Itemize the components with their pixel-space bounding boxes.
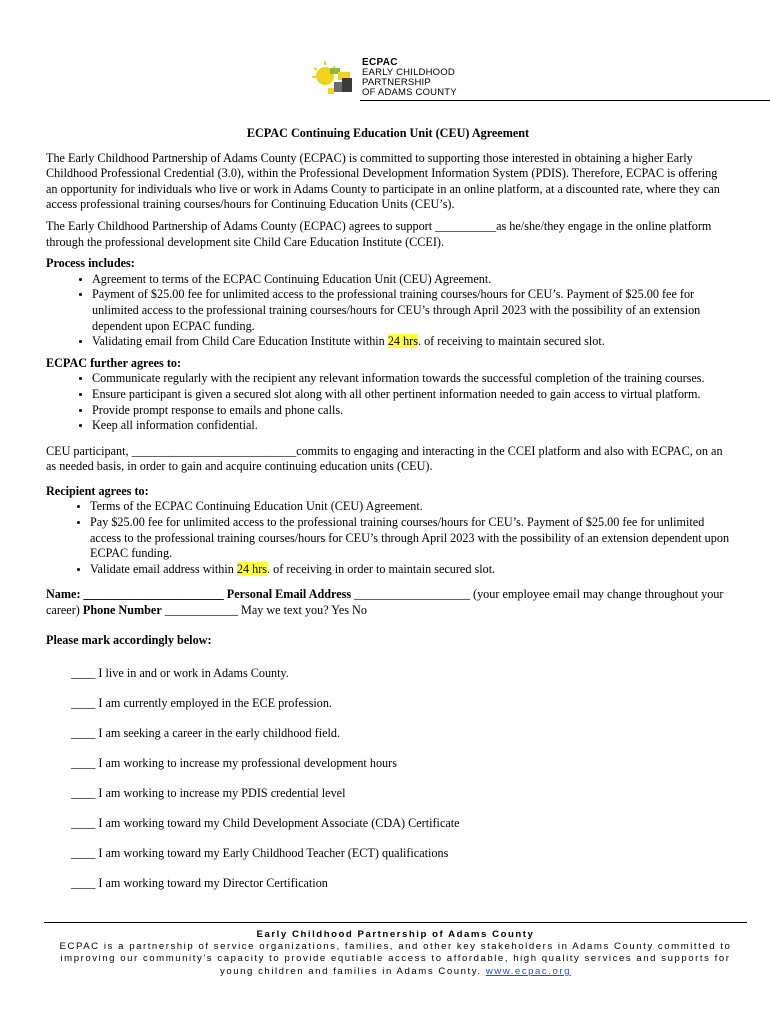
ecpac-logo-icon: [312, 58, 358, 98]
email-field-label[interactable]: Personal Email Address: [226, 587, 352, 602]
footer-website-link[interactable]: www.ecpac.org: [485, 965, 572, 977]
logo-line-4: OF ADAMS COUNTY: [362, 87, 457, 98]
checklist-item[interactable]: ____ I am seeking a career in the early childhood field.: [71, 726, 341, 741]
process-item: [92, 334, 730, 350]
logo-line-3: PARTNERSHIP: [362, 77, 431, 88]
document-title: ECPAC Continuing Education Unit (CEU) Agreement: [246, 126, 530, 140]
contact-form-line: [46, 587, 730, 618]
checklist-item[interactable]: ____ I am working toward my Early Childhood Teacher (ECT) qualifications: [71, 846, 449, 861]
header-divider: [360, 100, 770, 101]
ecpac-agrees-item: • Ensure participant is given a secured slot along with all other pertinent information needed to gain access to virtual platform.: [92, 387, 730, 403]
highlighted-deadline: 24 hrs: [236, 561, 268, 576]
phone-field-label[interactable]: Phone Number: [82, 603, 162, 618]
footer-org-name: Early Childhood Partnership of Adams County: [256, 929, 535, 940]
footer-divider: [44, 922, 747, 923]
checklist-item[interactable]: ____ I am working toward my Director Certification: [71, 876, 328, 891]
checklist-heading: Please mark accordingly below:: [46, 632, 212, 647]
checklist-item[interactable]: ____ I am working toward my Child Development Associate (CDA) Certificate: [71, 816, 460, 831]
footer-description: ECPAC is a partnership of service organizations, families, and other key stakeholders in Adams County committed to improving our community’s capacity to provide equtiable access to affordable, high quality services and supports for young children and families in Adams County.: [59, 941, 732, 977]
footer: [44, 929, 747, 978]
ecpac-agrees-item: • Provide prompt response to emails and phone calls.: [92, 403, 730, 419]
recipient-item-text: . of receiving in order to maintain secured slot.: [267, 561, 496, 576]
phone-field-blank[interactable]: ____________ May we text you? Yes No: [161, 603, 367, 618]
recipient-item: [90, 562, 730, 578]
process-item: • Agreement to terms of the ECPAC Continuing Education Unit (CEU) Agreement.: [92, 272, 730, 288]
process-heading: Process includes:: [46, 256, 135, 271]
checklist-item[interactable]: ____ I am working to increase my professional development hours: [71, 756, 397, 771]
name-field-label[interactable]: Name: _______________________: [46, 587, 224, 602]
ecpac-agrees-list: [46, 371, 730, 433]
ecpac-agrees-item: • Communicate regularly with the recipient any relevant information towards the successful completion of the training courses.: [92, 371, 730, 387]
recipient-heading: Recipient agrees to:: [46, 483, 149, 498]
process-item-text: Validating email from Child Care Education Institute within: [92, 334, 388, 349]
process-item: • Payment of $25.00 fee for unlimited access to the professional training courses/hours for CEU’s. Payment of $25.00 fee for unlimited access to the professional training courses/hours for CEU’s through April 2023 with the possibility of an extension dependent upon ECPAC funding.: [92, 287, 730, 334]
highlighted-deadline: 24 hrs: [387, 334, 418, 349]
checklist-item[interactable]: ____ I am working to increase my PDIS credential level: [71, 786, 346, 801]
checklist: [46, 666, 730, 906]
recipient-item-text: Validate email address within: [90, 561, 237, 576]
intro-paragraph-2: The Early Childhood Partnership of Adams County (ECPAC) agrees to support __________as he/she/they engage in the online platform through the professional development site Child Care Education Institute (CCEI).: [46, 218, 712, 249]
recipient-list: [46, 499, 730, 577]
logo-line-1: ECPAC: [362, 57, 398, 68]
logo-line-2: EARLY CHILDHOOD: [362, 67, 455, 78]
recipient-item: • Pay $25.00 fee for unlimited access to the professional training courses/hours for CEU’s. Payment of $25.00 fee for unlimited access to the professional training courses/hours for CEU’s through April 2023 with the possibility of an extension dependent upon ECPAC funding.: [90, 515, 730, 562]
participant-paragraph: CEU participant, ___________________________commits to engaging and interacting in the CCEI platform and also with ECPAC, on an as needed basis, in order to gain and acquire continuing education units (CEU).: [46, 443, 723, 474]
ecpac-agrees-heading: ECPAC further agrees to:: [46, 355, 182, 370]
ecpac-logo: [312, 56, 472, 100]
process-list: [46, 272, 730, 350]
document-body: [46, 126, 730, 906]
ecpac-agrees-item: • Keep all information confidential.: [92, 418, 730, 434]
checklist-item[interactable]: ____ I live in and or work in Adams County.: [71, 666, 289, 681]
recipient-item: • Terms of the ECPAC Continuing Education Unit (CEU) Agreement.: [90, 499, 730, 515]
email-field-blank[interactable]: ___________________ (your employee email may change throughout your career): [46, 587, 724, 618]
intro-paragraph-1: The Early Childhood Partnership of Adams County (ECPAC) is committed to supporting those interested in obtaining a higher Early Childhood Professional Credential (3.0), within the Professional Development Information System (PDIS). Therefore, ECPAC is offering an opportunity for individuals who live or work in Adams County to participate in an online platform, at a discounted rate, where they can access professional training courses/hours for Continuing Education Units (CEU’s).: [46, 150, 720, 212]
checklist-item[interactable]: ____ I am currently employed in the ECE profession.: [71, 696, 332, 711]
process-item-text: . of receiving to maintain secured slot.: [417, 334, 605, 349]
footer-text-block: [44, 941, 747, 978]
